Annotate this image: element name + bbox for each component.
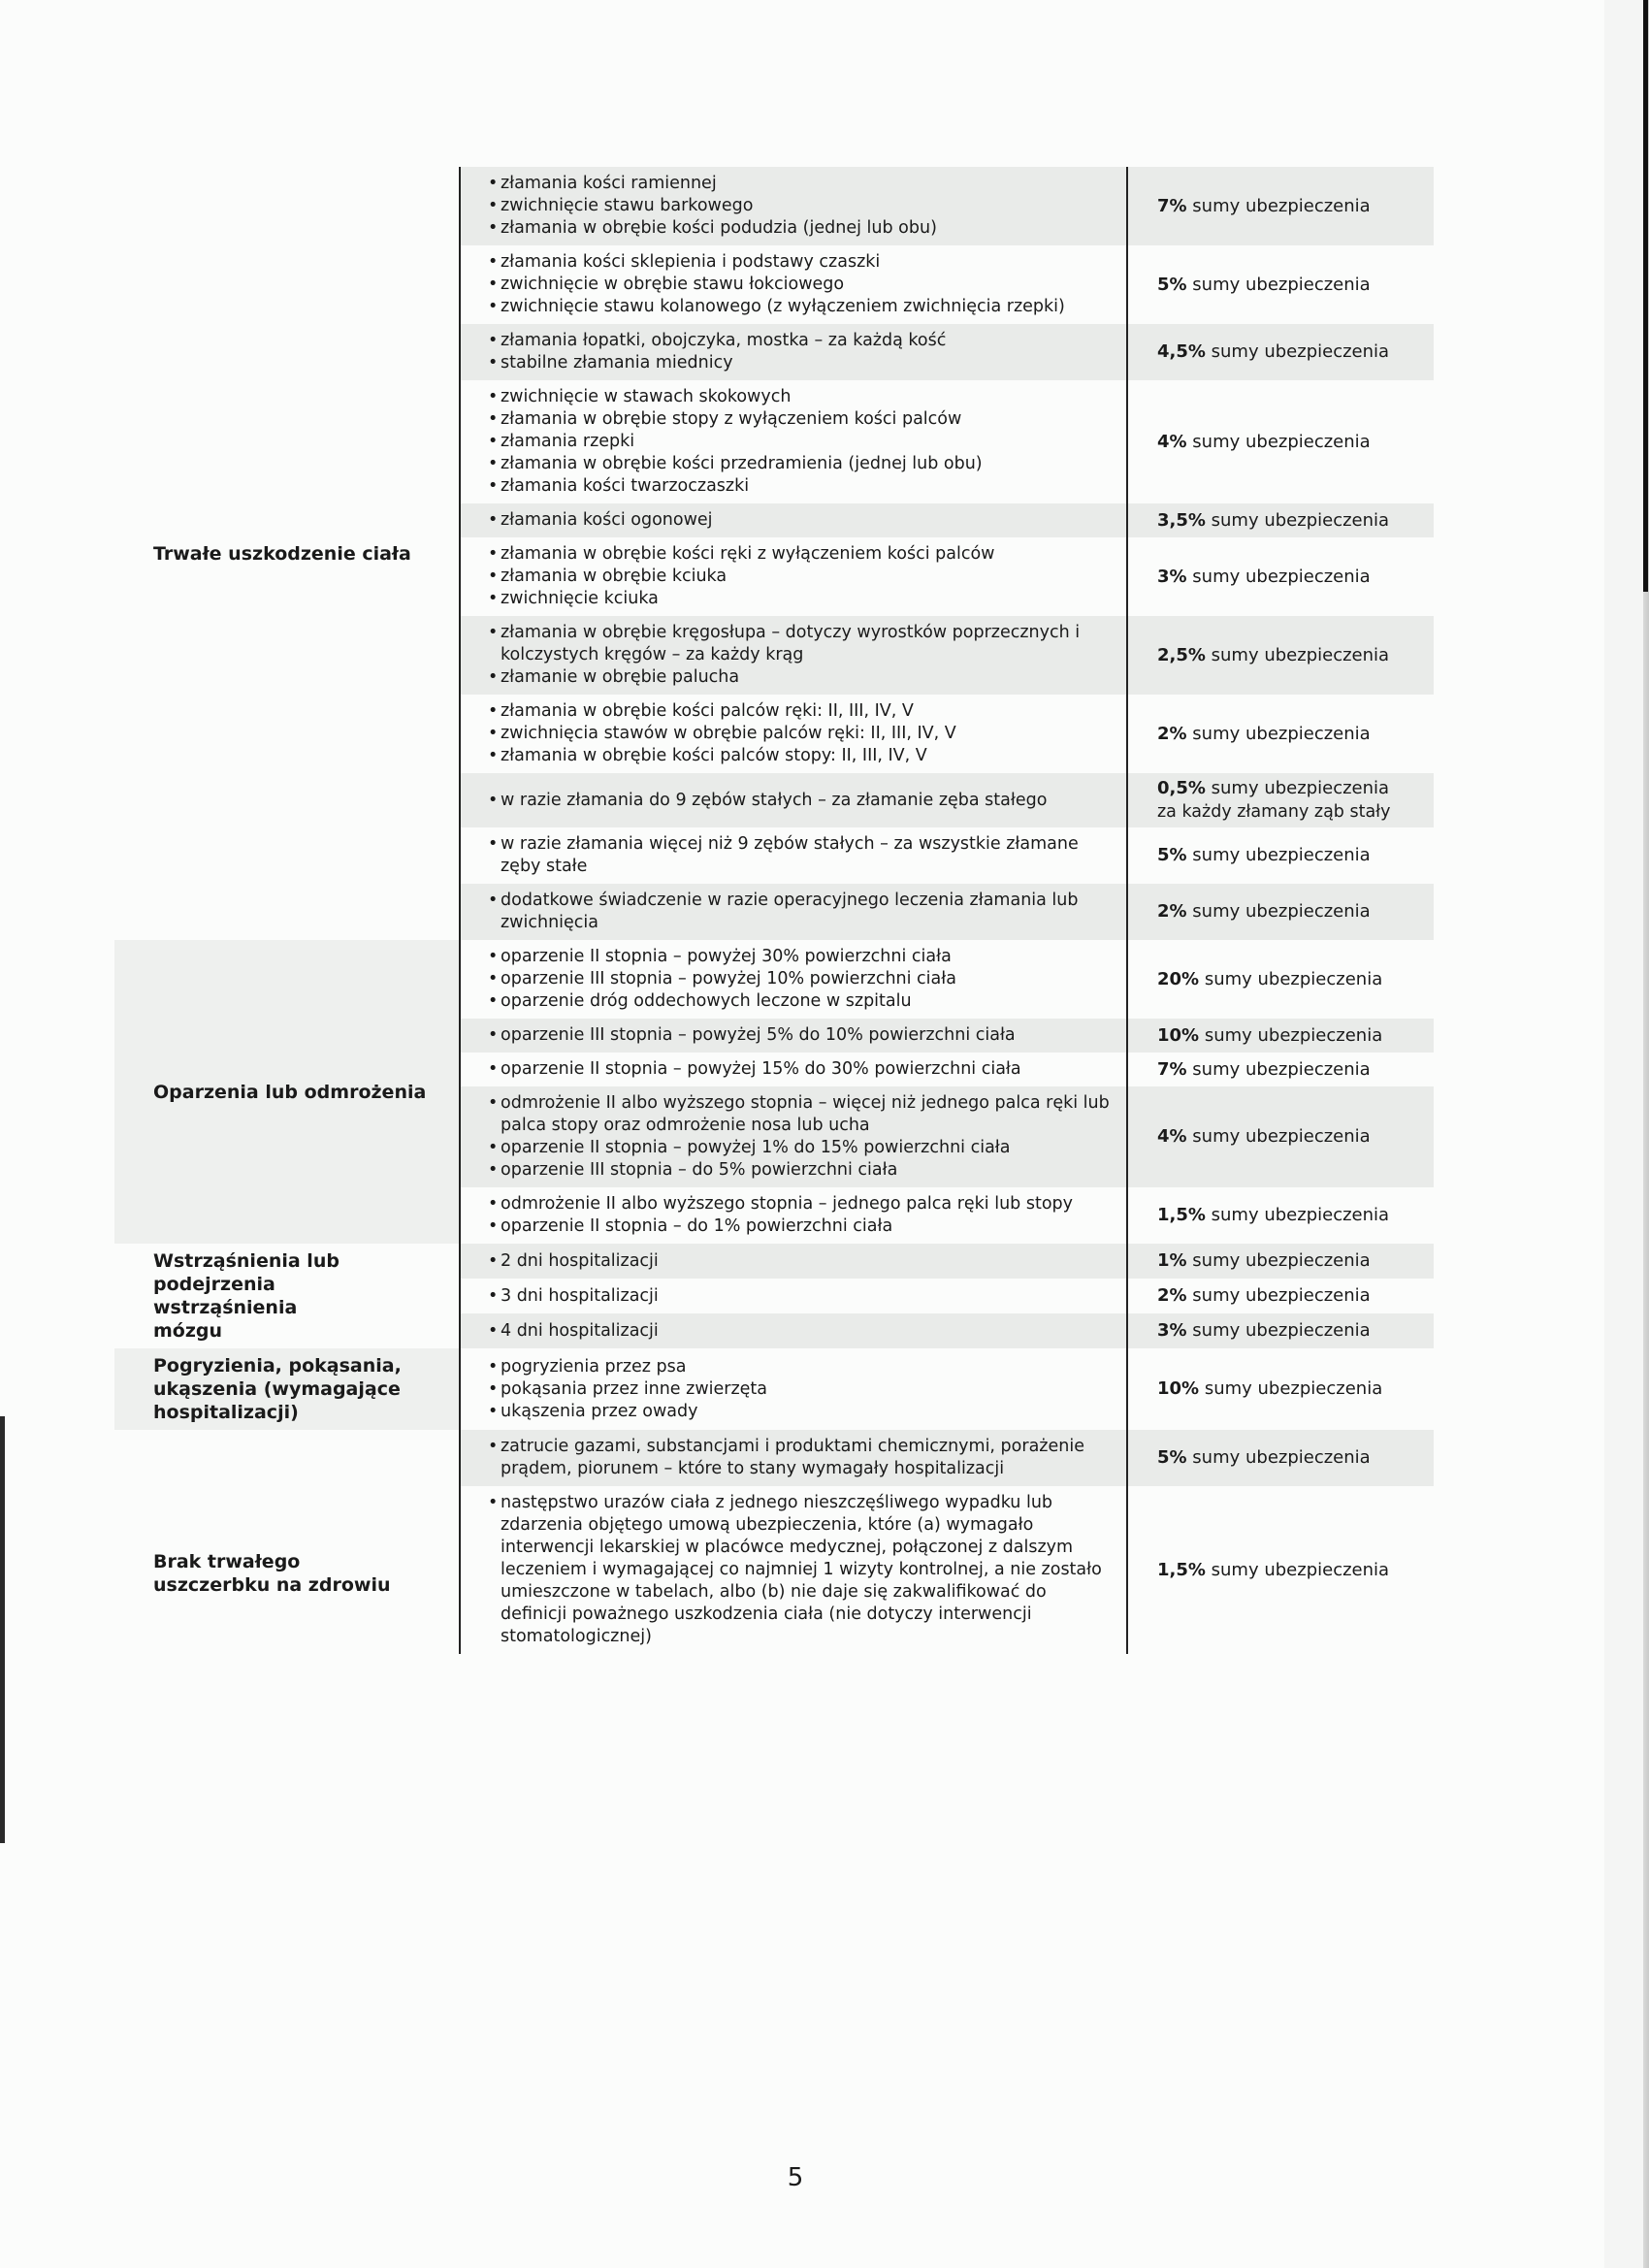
percentage-value: 4,5%: [1157, 341, 1206, 362]
percentage-value: 4%: [1157, 1126, 1187, 1147]
percentage-unit: sumy ubezpieczenia: [1186, 901, 1371, 922]
percentage-unit: sumy ubezpieczenia: [1205, 1205, 1390, 1225]
percentage-value: 3%: [1157, 1320, 1187, 1341]
percentage-cell: [1127, 884, 1434, 940]
list-item: • oparzenie III stopnia – do 5% powierzchni ciała: [488, 1159, 1115, 1182]
list-item: • zatrucie gazami, substancjami i produktami chemicznymi, porażenie prądem, piorunem – które to stany wymagały hospitalizacji: [488, 1436, 1115, 1480]
list-item: • odmrożenie II albo wyższego stopnia – więcej niż jednego palca ręki lub palca stopy oraz odmrożenie nosa lub ucha: [488, 1092, 1115, 1137]
description-cell: [460, 1279, 1127, 1313]
category-cell: [114, 1348, 460, 1430]
percentage-unit: sumy ubezpieczenia: [1205, 778, 1390, 798]
description-cell: [460, 324, 1127, 380]
description-cell: [460, 1313, 1127, 1348]
percentage-cell: [1127, 616, 1434, 695]
description-cell: [460, 884, 1127, 940]
percentage-value: 3%: [1157, 566, 1187, 587]
description-cell: [460, 616, 1127, 695]
percentage-value: 10%: [1157, 1378, 1200, 1399]
percentage-value: 5%: [1157, 845, 1187, 865]
percentage-unit: sumy ubezpieczenia: [1186, 1126, 1371, 1147]
page-edge-shadow: [1604, 0, 1649, 2268]
percentage-unit: sumy ubezpieczenia: [1186, 1320, 1371, 1341]
description-list: [488, 173, 1115, 240]
list-item: • złamania w obrębie stopy z wyłączeniem kości palców: [488, 408, 1115, 431]
description-list: [488, 1250, 1115, 1273]
description-list: [488, 1092, 1115, 1182]
category-label: Brak trwałego uszczerbku na zdrowiu: [153, 1550, 391, 1596]
list-item: • oparzenie dróg oddechowych leczone w szpitalu: [488, 990, 1115, 1013]
percentage-cell: [1127, 245, 1434, 324]
list-item: • dodatkowe świadczenie w razie operacyjnego leczenia złamania lub zwichnięcia: [488, 890, 1115, 934]
list-item: • złamania w obrębie kciuka: [488, 566, 1115, 588]
list-item: • złamanie w obrębie palucha: [488, 666, 1115, 689]
percentage-cell: [1127, 324, 1434, 380]
description-list: [488, 509, 1115, 532]
description-cell: [460, 1019, 1127, 1053]
percentage-cell: [1127, 1279, 1434, 1313]
description-cell: [460, 1486, 1127, 1654]
description-list: [488, 1024, 1115, 1047]
list-item: • złamania w obrębie kości palców stopy: II, III, IV, V: [488, 745, 1115, 767]
description-list: [488, 251, 1115, 318]
description-cell: [460, 167, 1127, 245]
list-item: • złamania kości twarzoczaszki: [488, 475, 1115, 498]
percentage-value: 7%: [1157, 195, 1187, 216]
description-list: [488, 890, 1115, 934]
list-item: • złamania w obrębie kości palców ręki: II, III, IV, V: [488, 700, 1115, 723]
percentage-unit: sumy ubezpieczenia: [1186, 1285, 1371, 1306]
percentage-cell: [1127, 1019, 1434, 1053]
percentage-unit: sumy ubezpieczenia: [1199, 1378, 1383, 1399]
percentage-unit: sumy ubezpieczenia: [1186, 1250, 1371, 1271]
list-item: • zwichnięcie stawu barkowego: [488, 195, 1115, 217]
description-list: [488, 330, 1115, 374]
category-cell: [114, 167, 460, 940]
list-item: • 4 dni hospitalizacji: [488, 1320, 1115, 1343]
description-list: [488, 622, 1115, 689]
percentage-cell: [1127, 1187, 1434, 1244]
category-label: Pogryzienia, pokąsania, ukąszenia (wymagające hospitalizacji): [153, 1355, 402, 1423]
percentage-value: 0,5%: [1157, 778, 1206, 798]
list-item: • złamania w obrębie kości przedramienia (jednej lub obu): [488, 453, 1115, 475]
percentage-unit: sumy ubezpieczenia: [1186, 723, 1371, 744]
description-list: [488, 1058, 1115, 1081]
percentage-unit: sumy ubezpieczenia: [1205, 341, 1390, 362]
list-item: • oparzenie III stopnia – powyżej 10% powierzchni ciała: [488, 968, 1115, 990]
percentage-unit: sumy ubezpieczenia: [1186, 845, 1371, 865]
table-row: [114, 167, 1434, 245]
percentage-cell: [1127, 940, 1434, 1019]
category-cell: [114, 1430, 460, 1654]
category-cell: [114, 940, 460, 1244]
description-cell: [460, 380, 1127, 503]
percentage-cell: [1127, 1430, 1434, 1486]
list-item: • oparzenie II stopnia – powyżej 15% do 30% powierzchni ciała: [488, 1058, 1115, 1081]
category-cell: [114, 1244, 460, 1348]
percentage-value: 1%: [1157, 1250, 1187, 1271]
percentage-unit: sumy ubezpieczenia: [1186, 1447, 1371, 1468]
page-number: 5: [787, 2163, 804, 2192]
percentage-value: 5%: [1157, 274, 1187, 295]
description-cell: [460, 773, 1127, 827]
percentage-value: 7%: [1157, 1058, 1187, 1080]
percentage-value: 3,5%: [1157, 509, 1206, 531]
percentage-value: 2%: [1157, 901, 1187, 922]
description-cell: [460, 503, 1127, 537]
list-item: • złamania kości ogonowej: [488, 509, 1115, 532]
percentage-unit: sumy ubezpieczenia: [1199, 1024, 1383, 1046]
percentage-unit: sumy ubezpieczenia: [1186, 1058, 1371, 1080]
description-cell: [460, 1086, 1127, 1187]
list-item: • zwichnięcie w stawach skokowych: [488, 386, 1115, 408]
description-list: [488, 790, 1115, 812]
description-cell: [460, 537, 1127, 616]
percentage-unit: sumy ubezpieczenia: [1205, 644, 1390, 665]
table-row: [114, 1348, 1434, 1430]
list-item: • odmrożenie II albo wyższego stopnia – jednego palca ręki lub stopy: [488, 1193, 1115, 1215]
percentage-cell: [1127, 1244, 1434, 1279]
list-item: • złamania w obrębie kości podudzia (jednej lub obu): [488, 217, 1115, 240]
percentage-cell: [1127, 1053, 1434, 1086]
percentage-value: 2%: [1157, 723, 1187, 744]
list-item: • w razie złamania więcej niż 9 zębów stałych – za wszystkie złamane zęby stałe: [488, 833, 1115, 878]
description-list: [488, 386, 1115, 498]
list-item: • oparzenie II stopnia – powyżej 1% do 15% powierzchni ciała: [488, 1137, 1115, 1159]
description-list: [488, 1285, 1115, 1308]
list-item: • złamania w obrębie kości ręki z wyłączeniem kości palców: [488, 543, 1115, 566]
list-item: • oparzenie II stopnia – do 1% powierzchni ciała: [488, 1215, 1115, 1238]
description-list: [488, 700, 1115, 767]
percentage-value: 2%: [1157, 1285, 1187, 1306]
list-item: • następstwo urazów ciała z jednego nieszczęśliwego wypadku lub zdarzenia objętego umową ubezpieczenia, które (a) wymagało interwencji lekarskiej w placówce medycznej, połączonej z dalszym leczeniem i wymagającej co najmniej 1 wizyty kontrolnej, a nie zostało umieszczone w tabelach, albo (b) nie daje się zakwalifikować do definicji poważnego uszkodzenia ciała (nie dotyczy interwencji stomatologicznej): [488, 1492, 1115, 1648]
list-item: • złamania w obrębie kręgosłupa – dotyczy wyrostków poprzecznych i kolczystych kręgów – za każdy krąg: [488, 622, 1115, 666]
percentage-value: 5%: [1157, 1447, 1187, 1468]
percentage-unit: sumy ubezpieczenia: [1186, 274, 1371, 295]
list-item: • złamania kości sklepienia i podstawy czaszki: [488, 251, 1115, 274]
description-list: [488, 946, 1115, 1013]
table-row: [114, 1430, 1434, 1486]
description-cell: [460, 827, 1127, 884]
list-item: • stabilne złamania miednicy: [488, 352, 1115, 374]
description-list: [488, 1320, 1115, 1343]
percentage-cell: [1127, 827, 1434, 884]
percentage-cell: [1127, 503, 1434, 537]
list-item: • złamania łopatki, obojczyka, mostka – za każdą kość: [488, 330, 1115, 352]
percentage-unit: sumy ubezpieczenia: [1186, 195, 1371, 216]
description-list: [488, 1492, 1115, 1648]
percentage-cell: [1127, 380, 1434, 503]
list-item: • 2 dni hospitalizacji: [488, 1250, 1115, 1273]
description-cell: [460, 1053, 1127, 1086]
percentage-value: 1,5%: [1157, 1559, 1206, 1580]
percentage-cell: [1127, 1086, 1434, 1187]
table-row: [114, 1244, 1434, 1279]
percentage-unit: sumy ubezpieczenia: [1205, 1559, 1390, 1580]
percentage-unit: sumy ubezpieczenia: [1205, 509, 1390, 531]
percentage-value: 10%: [1157, 1024, 1200, 1046]
list-item: • 3 dni hospitalizacji: [488, 1285, 1115, 1308]
list-item: • pokąsania przez inne zwierzęta: [488, 1378, 1115, 1401]
list-item: • oparzenie III stopnia – powyżej 5% do 10% powierzchni ciała: [488, 1024, 1115, 1047]
percentage-cell: [1127, 167, 1434, 245]
benefits-table: [114, 167, 1434, 1654]
description-list: [488, 1193, 1115, 1238]
list-item: • oparzenie II stopnia – powyżej 30% powierzchni ciała: [488, 946, 1115, 968]
percentage-value: 20%: [1157, 968, 1200, 989]
percentage-unit: sumy ubezpieczenia: [1199, 968, 1383, 989]
percentage-cell: [1127, 773, 1434, 827]
description-list: [488, 1436, 1115, 1480]
description-cell: [460, 245, 1127, 324]
description-cell: [460, 1430, 1127, 1486]
percentage-note: za każdy złamany ząb stały: [1157, 802, 1391, 822]
description-cell: [460, 1348, 1127, 1430]
list-item: • zwichnięcia stawów w obrębie palców ręki: II, III, IV, V: [488, 723, 1115, 745]
list-item: • ukąszenia przez owady: [488, 1401, 1115, 1423]
description-cell: [460, 1187, 1127, 1244]
description-cell: [460, 1244, 1127, 1279]
percentage-cell: [1127, 1348, 1434, 1430]
percentage-cell: [1127, 1486, 1434, 1654]
percentage-value: 1,5%: [1157, 1205, 1206, 1225]
percentage-value: 4%: [1157, 431, 1187, 452]
description-cell: [460, 940, 1127, 1019]
table-row: [114, 940, 1434, 1019]
percentage-value: 2,5%: [1157, 644, 1206, 665]
percentage-unit: sumy ubezpieczenia: [1186, 431, 1371, 452]
list-item: • złamania rzepki: [488, 431, 1115, 453]
list-item: • pogryzienia przez psa: [488, 1356, 1115, 1378]
list-item: • zwichnięcie w obrębie stawu łokciowego: [488, 274, 1115, 296]
percentage-cell: [1127, 537, 1434, 616]
category-label: Wstrząśnienia lub podejrzenia wstrząśnienia mózgu: [153, 1250, 340, 1342]
category-label: Oparzenia lub odmrożenia: [153, 1081, 427, 1103]
description-list: [488, 1356, 1115, 1423]
list-item: • złamania kości ramiennej: [488, 173, 1115, 195]
percentage-unit: sumy ubezpieczenia: [1186, 566, 1371, 587]
description-list: [488, 833, 1115, 878]
category-label: Trwałe uszkodzenie ciała: [153, 542, 411, 565]
percentage-cell: [1127, 695, 1434, 773]
list-item: • zwichnięcie kciuka: [488, 588, 1115, 610]
percentage-cell: [1127, 1313, 1434, 1348]
scan-edge-mark: [0, 1416, 5, 1843]
description-cell: [460, 695, 1127, 773]
list-item: • zwichnięcie stawu kolanowego (z wyłączeniem zwichnięcia rzepki): [488, 296, 1115, 318]
list-item: • w razie złamania do 9 zębów stałych – za złamanie zęba stałego: [488, 790, 1115, 812]
description-list: [488, 543, 1115, 610]
